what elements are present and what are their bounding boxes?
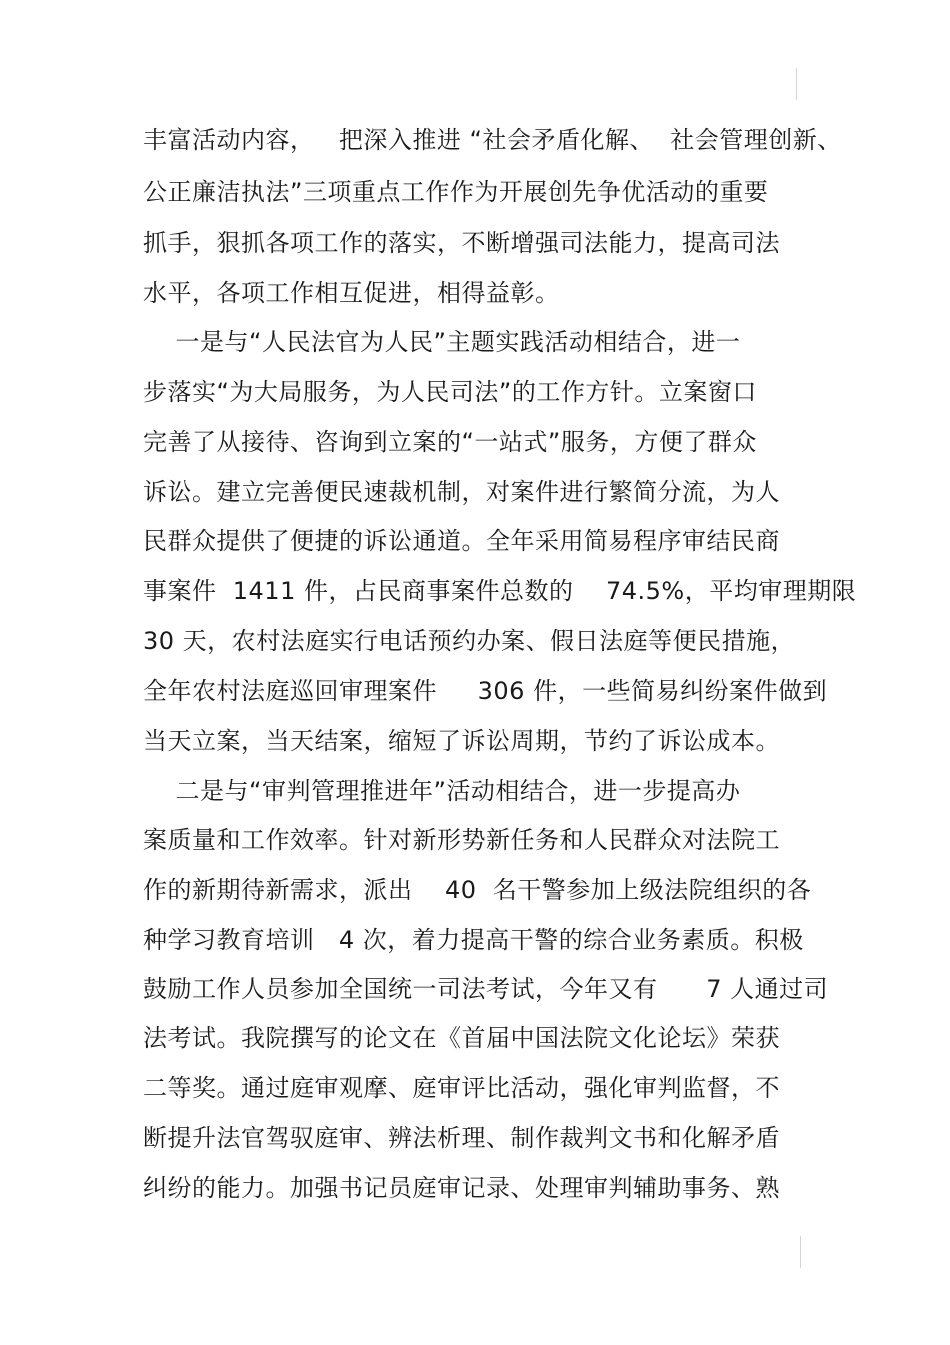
text-line: 事案件 1411 件，占民商事案件总数的 74.5%，平均审理期限 [143, 577, 857, 605]
text-line: 全年农村法庭巡回审理案件 306 件，一些简易纠纷案件做到 [143, 677, 828, 705]
paragraph-first-line: 二是与“审判管理推进年”活动相结合，进一步提高办 [143, 777, 741, 805]
text-line: 作的新期待新需求，派出 40 名干警参加上级法院组织的各 [143, 876, 812, 904]
text-line: 法考试。我院撰写的论文在《首届中国法院文化论坛》荣获 [143, 1024, 780, 1052]
text-line: 断提升法官驾驭庭审、辨法析理、制作裁判文书和化解矛盾 [143, 1124, 780, 1152]
text-line: 步落实“为大局服务，为人民司法”的工作方针。立案窗口 [143, 378, 757, 406]
page-edge-mark-top [796, 68, 797, 100]
text-line: 纠纷的能力。加强书记员庭审记录、处理审判辅助事务、熟 [143, 1174, 780, 1202]
text-line: 水平，各项工作相互促进，相得益彰。 [143, 279, 560, 307]
text-line: 二等奖。通过庭审观摩、庭审评比活动，强化审判监督，不 [143, 1074, 780, 1102]
text-line: 当天立案，当天结案，缩短了诉讼周期，节约了诉讼成本。 [143, 727, 780, 755]
text-line: 抓手，狠抓各项工作的落实，不断增强司法能力，提高司法 [143, 229, 780, 257]
page-edge-mark-bottom [800, 1236, 801, 1268]
text-line: 完善了从接待、咨询到立案的“一站式”服务，方便了群众 [143, 428, 757, 456]
text-line: 丰富活动内容， 把深入推进 “社会矛盾化解、 社会管理创新、 [143, 126, 842, 154]
text-line: 种学习教育培训 4 次，着力提高干警的综合业务素质。积极 [143, 926, 804, 954]
text-line: 民群众提供了便捷的诉讼通道。全年采用简易程序审结民商 [143, 527, 780, 555]
paragraph-first-line: 一是与“人民法官为人民”主题实践活动相结合，进一 [143, 328, 741, 356]
text-line: 30 天，农村法庭实行电话预约办案、假日法庭等便民措施， [143, 627, 796, 655]
text-line: 案质量和工作效率。针对新形势新任务和人民群众对法院工 [143, 826, 780, 854]
text-line: 公正廉洁执法”三项重点工作作为开展创先争优活动的重要 [143, 178, 769, 206]
text-line: 鼓励工作人员参加全国统一司法考试，今年又有 7 人通过司 [143, 975, 829, 1003]
text-line: 诉讼。建立完善便民速裁机制，对案件进行繁简分流，为人 [143, 478, 780, 506]
